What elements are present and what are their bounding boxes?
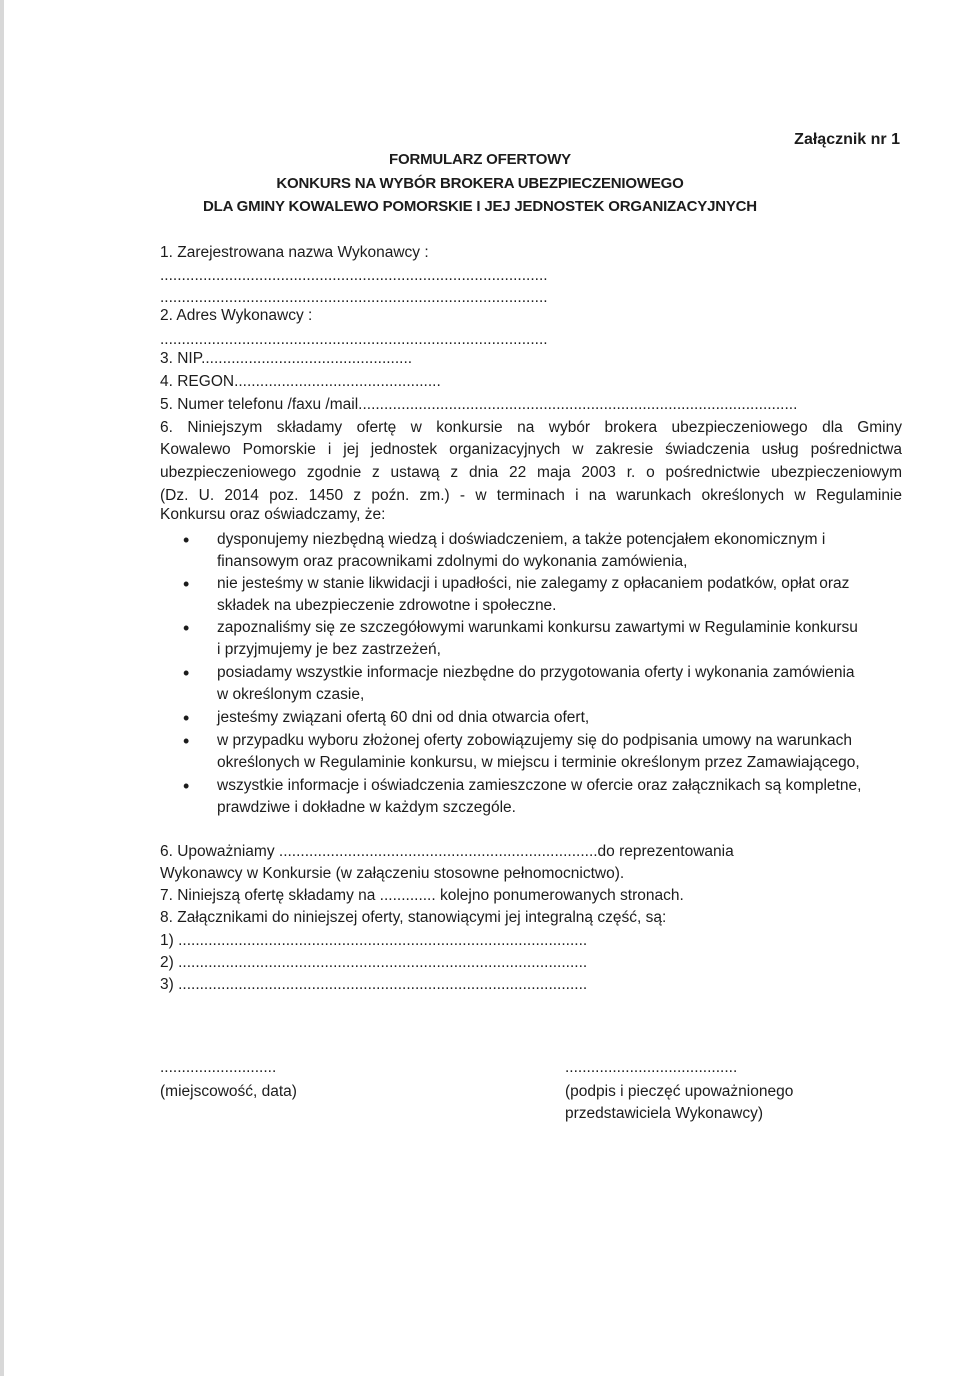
- field-2-label: 2. Adres Wykonawcy :: [160, 307, 313, 324]
- bullet-icon: •: [183, 731, 190, 751]
- signature-label-2: przedstawiciela Wykonawcy): [565, 1105, 763, 1122]
- authorization-line-1: 6. Upoważniamy ..........................................................................do reprezentowania: [160, 843, 734, 860]
- contest-title: KONKURS NA WYBÓR BROKERA UBEZPIECZENIOWEGO: [276, 175, 684, 192]
- field-1-label: 1. Zarejestrowana nazwa Wykonawcy :: [160, 244, 429, 261]
- bullet-3-line-2: i przyjmujemy je bez zastrzeżeń,: [217, 641, 441, 658]
- section-6-line-1: 6. Niniejszym składamy ofertę w konkursie na wybór brokera ubezpieczeniowego dla Gminy: [160, 419, 902, 436]
- bullet-4-line-1: posiadamy wszystkie informacje niezbędne do przygotowania oferty i wykonania zamówienia: [217, 664, 855, 681]
- bullet-icon: •: [183, 708, 190, 728]
- section-8-label: 8. Załącznikami do niniejszej oferty, stanowiącymi jej integralną część, są:: [160, 909, 667, 926]
- annex-label: Załącznik nr 1: [794, 131, 900, 148]
- bullet-1-line-1: dysponujemy niezbędną wiedzą i doświadczeniem, a także potencjałem ekonomicznym i: [217, 531, 826, 548]
- bullet-icon: •: [183, 530, 190, 550]
- municipality-title: DLA GMINY KOWALEWO POMORSKIE I JEJ JEDNOSTEK ORGANIZACYJNYCH: [203, 198, 757, 215]
- bullet-1-line-2: finansowym oraz pracownikami zdolnymi do wykonania zamówienia,: [217, 553, 688, 570]
- bullet-2-line-1: nie jesteśmy w stanie likwidacji i upadłości, nie zalegamy z opłacaniem podatków, opłat oraz: [217, 575, 850, 592]
- section-6-line-5: Konkursu oraz oświadczamy, że:: [160, 506, 386, 523]
- bullet-7-line-1: wszystkie informacje i oświadczenia zamieszczone w ofercie oraz załącznikach są kompletne,: [217, 777, 862, 794]
- section-6-line-2: Kowalewo Pomorskie i jej jednostek organizacyjnych w zakresie świadczenia usług pośrednictwa: [160, 441, 902, 458]
- bullet-icon: •: [183, 574, 190, 594]
- bullet-6-line-2: określonych w Regulaminie konkursu, w miejscu i terminie określonym przez Zamawiającego,: [217, 754, 860, 771]
- field-1-dots-2: ..........................................................................................: [160, 289, 548, 306]
- bullet-icon: •: [183, 618, 190, 638]
- field-5-contact: 5. Numer telefonu /faxu /mail......................................................................................................: [160, 396, 798, 413]
- authorization-line-2: Wykonawcy w Konkursie (w załączeniu stosowne pełnomocnictwo).: [160, 865, 625, 882]
- bullet-6-line-1: w przypadku wyboru złożonej oferty zobowiązujemy się do podpisania umowy na warunkach: [217, 732, 852, 749]
- place-date-dots: ...........................: [160, 1059, 277, 1076]
- attachment-3: 3) ...............................................................................................: [160, 976, 588, 993]
- bullet-7-line-2: prawdziwe i dokładne w każdym szczególe.: [217, 799, 516, 816]
- section-7-pages: 7. Niniejszą ofertę składamy na ............. kolejno ponumerowanych stronach.: [160, 887, 684, 904]
- field-2-dots: ..........................................................................................: [160, 331, 548, 348]
- field-4-regon: 4. REGON................................................: [160, 373, 441, 390]
- attachment-2: 2) ...............................................................................................: [160, 954, 588, 971]
- attachment-1: 1) ...............................................................................................: [160, 932, 588, 949]
- signature-label-1: (podpis i pieczęć upoważnionego: [565, 1083, 794, 1100]
- form-title: FORMULARZ OFERTOWY: [389, 151, 571, 168]
- signature-dots: ........................................: [565, 1059, 738, 1076]
- bullet-3-line-1: zapoznaliśmy się ze szczegółowymi warunkami konkursu zawartymi w Regulaminie konkursu: [217, 619, 858, 636]
- bullet-4-line-2: w określonym czasie,: [217, 686, 365, 703]
- field-1-dots-1: ..........................................................................................: [160, 267, 548, 284]
- section-6-line-4: (Dz. U. 2014 poz. 1450 z poźn. zm.) - w terminach i na warunkach określonych w Regulaminie: [160, 487, 902, 504]
- section-6-line-3: ubezpieczeniowego zgodnie z ustawą z dnia 22 maja 2003 r. o pośrednictwie ubezpieczeniowym: [160, 464, 902, 481]
- bullet-2-line-2: składek na ubezpieczenie zdrowotne i społeczne.: [217, 597, 557, 614]
- place-date-label: (miejscowość, data): [160, 1083, 297, 1100]
- bullet-5-line-1: jesteśmy związani ofertą 60 dni od dnia otwarcia ofert,: [217, 709, 590, 726]
- field-3-nip: 3. NIP.................................................: [160, 350, 413, 367]
- bullet-icon: •: [183, 663, 190, 683]
- bullet-icon: •: [183, 776, 190, 796]
